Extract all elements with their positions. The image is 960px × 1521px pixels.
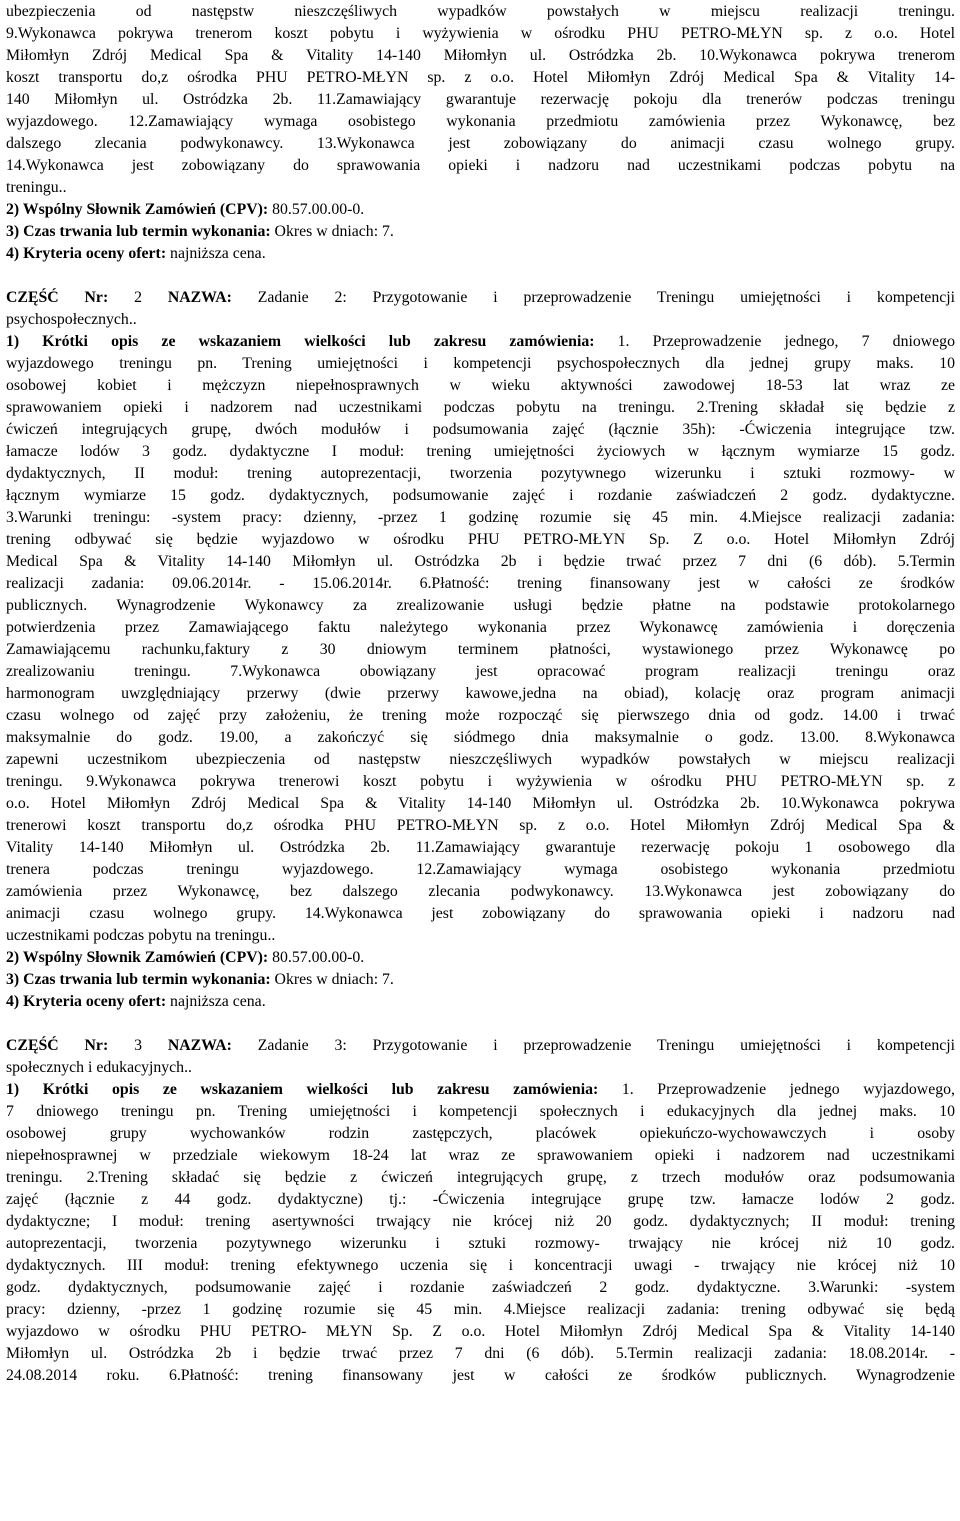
text-line: dalszego zlecania podwykonawcy. 13.Wykonawca jest zobowiązany do animacji czasu wolnego grupy. [6, 135, 955, 152]
text-line: autoprezentacji, tworzenia pozytywnego wizerunku i sztuki rozmowy- trwający nie krócej niż 10 godz. [6, 1235, 955, 1252]
criteria-value: najniższa cena. [166, 993, 266, 1010]
section-spacer [6, 1013, 955, 1035]
text-line: osobowej kobiet i mężczyzn niepełnosprawnych w wieku aktywności zawodowej 18-53 lat wraz ze [6, 377, 955, 394]
part3-desc-first [6, 1079, 955, 1101]
text-line: treningu. 9.Wykonawca pokrywa trenerowi koszt pobytu i wyżywienia w ośrodku PHU PETRO-MŁYN sp. z [6, 773, 955, 790]
text-line: potwierdzenia przez Zamawiającego faktu należytego wykonania przez Wykonawcę zamówienia i doręczenia [6, 619, 955, 636]
text-line: koszt transportu do,z ośrodka PHU PETRO-MŁYN sp. z o.o. Hotel Miłomłyn Zdrój Medical Spa & Vitality 14- [6, 69, 955, 86]
part3-header-cont: społecznych i edukacyjnych.. [6, 1059, 192, 1076]
text-line: animacji czasu wolnego grupy. 14.Wykonawca jest zobowiązany do sprawowania opieki i nadzoru nad [6, 905, 955, 922]
text-line: czasu wolnego od zajęć przy założeniu, że trening może rozpocząć się pierwszego dnia od godz. 14.00 i trwać [6, 707, 955, 724]
text-line: wyjazdowego. 12.Zamawiający wymaga osobistego wykonania przedmiotu zamówienia przez Wykonawcę, bez [6, 113, 955, 130]
text-line: 9.Wykonawca pokrywa trenerom koszt pobytu i wyżywienia w ośrodku PHU PETRO-MŁYN sp. z o.o. Hotel [6, 25, 955, 42]
text-line: 140 Miłomłyn ul. Ostródzka 2b. 11.Zamawiający gwarantuje rezerwację pokoju dla trenerów podczas treningu [6, 91, 955, 108]
text-line: ubezpieczenia od następstw nieszczęśliwych wypadków powstałych w miejscu realizacji treningu. [6, 3, 955, 20]
duration-value: Okres w dniach: 7. [270, 223, 394, 240]
text-line: harmonogram uwzględniający przerwy (dwie przerwy kawowe,jedna na obiad), kolację oraz program animacji [6, 685, 955, 702]
desc-label: 1) Krótki opis ze wskazaniem wielkości lub zakresu zamówienia: [6, 333, 595, 350]
text-line: 3.Warunki treningu: -system pracy: dzienny, -przez 1 godzinę rozumie się 45 min. 4.Miejsce realizacji zadania: [6, 509, 955, 526]
text-line: Zamawiającemu rachunku,faktury z 30 dniowym terminem płatności, wystawionego przez Wykonawcę po [6, 641, 955, 658]
text-line: dydaktycznych, II moduł: trening autoprezentacji, tworzenia pozytywnego wizerunku i sztuki rozmowy- w [6, 465, 955, 482]
part1-duration [6, 221, 955, 243]
desc-label: 1) Krótki opis ze wskazaniem wielkości lub zakresu zamówienia: [6, 1081, 599, 1098]
text-line: wyjazdowego treningu pn. Trening umiejętności i kompetencji psychospołecznych dla jednej grupy maks. 10 [6, 355, 955, 372]
text-line: zapewni uczestnikom ubezpieczenia od następstw nieszczęśliwych wypadków powstałych w miejscu realizacji [6, 751, 955, 768]
text-line: osobowej grupy wychowanków rodzin zastępczych, placówek opiekuńczo-wychowawczych i osoby [6, 1125, 955, 1142]
section-spacer [6, 265, 955, 287]
criteria-value: najniższa cena. [166, 245, 266, 262]
duration-label: 3) Czas trwania lub termin wykonania: [6, 223, 271, 240]
text-line: 24.08.2014 roku. 6.Płatność: trening finansowany jest w całości ze środków publicznych. Wynagrodzenie [6, 1367, 955, 1384]
text-line: pracy: dzienny, -przez 1 godzinę rozumie się 45 min. 4.Miejsce realizacji zadania: trening odbywać się będą [6, 1301, 955, 1318]
text-line: treningu. 2.Trening składać się będzie z ćwiczeń integrujących grupę, z trzech modułów oraz podsumowania [6, 1169, 955, 1186]
cpv-value: 80.57.00.00-0. [268, 949, 365, 966]
text-line: o.o. Hotel Miłomłyn Zdrój Medical Spa & Vitality 14-140 Miłomłyn ul. Ostródzka 2b. 10.Wykonawca pokrywa [6, 795, 955, 812]
text-line: 14.Wykonawca jest zobowiązany do sprawowania opieki i nadzoru nad uczestnikami podczas pobytu na [6, 157, 955, 174]
text-line: łącznym wymiarze 15 godz. dydaktycznych, podsumowanie zajęć i rozdanie zaświadczeń 2 godz. dydaktyczne. [6, 487, 955, 504]
text-line: 7 dniowego treningu pn. Trening umiejętności i kompetencji społecznych i edukacyjnych dla jednej maks. 10 [6, 1103, 955, 1120]
cpv-label: 2) Wspólny Słownik Zamówień (CPV): [6, 201, 269, 218]
text-line: wyjazdowo w ośrodku PHU PETRO- MŁYN Sp. Z o.o. Hotel Miłomłyn Zdrój Medical Spa & Vitality 14-140 [6, 1323, 955, 1340]
part2-criteria [6, 991, 955, 1013]
name-label: NAZWA: [167, 1037, 232, 1054]
part-title: Zadanie 3: Przygotowanie i przeprowadzenie Treningu umiejętności i kompetencji [231, 1037, 955, 1054]
text-line: Miłomłyn ul. Ostródzka 2b i będzie trwać przez 7 dni (6 dób). 5.Termin realizacji zadania: 18.08.2014r. - [6, 1345, 955, 1362]
text-line: dydaktycznych. III moduł: trening efektywnego uczenia się i koncentracji uwagi - trwający nie krócej niż 10 [6, 1257, 955, 1274]
cpv-value: 80.57.00.00-0. [268, 201, 365, 218]
part1-cpv [6, 199, 955, 221]
part2-duration [6, 969, 955, 991]
part-label: CZĘŚĆ Nr: [6, 1037, 109, 1054]
text-line: trening odbywać się będzie wyjazdowo w ośrodku PHU PETRO-MŁYN Sp. Z o.o. Hotel Miłomłyn Zdrój [6, 531, 955, 548]
duration-value: Okres w dniach: 7. [270, 971, 394, 988]
text-line: publicznych. Wynagrodzenie Wykonawcy za zrealizowanie usługi będzie płatne na podstawie protokolarnego [6, 597, 955, 614]
criteria-label: 4) Kryteria oceny ofert: [6, 245, 167, 262]
part1-criteria [6, 243, 955, 265]
part2-header [6, 287, 955, 309]
part3-description [6, 1101, 955, 1387]
criteria-label: 4) Kryteria oceny ofert: [6, 993, 167, 1010]
text-line: dydaktyczne; I moduł: trening asertywności trwający nie krócej niż 20 godz. dydaktycznych; II moduł: trening [6, 1213, 955, 1230]
cpv-label: 2) Wspólny Słownik Zamówień (CPV): [6, 949, 269, 966]
part1-description-continuation [6, 1, 955, 199]
part3-header [6, 1035, 955, 1057]
text-line: trenerowi koszt transportu do,z ośrodka PHU PETRO-MŁYN sp. z o.o. Hotel Miłomłyn Zdrój Medical Spa & [6, 817, 955, 834]
text-line: uczestnikami podczas pobytu na treningu.. [6, 927, 276, 944]
part2-cpv [6, 947, 955, 969]
part-label: CZĘŚĆ Nr: [6, 289, 109, 306]
duration-label: 3) Czas trwania lub termin wykonania: [6, 971, 271, 988]
desc-first-text: 1. Przeprowadzenie jednego wyjazdowego, [598, 1081, 955, 1098]
part-number: 2 [108, 289, 168, 306]
text-line: ćwiczeń integrujących grupę, dwóch modułów i podsumowania zajęć (łącznie 35h): -Ćwiczenia integrujące tzw. [6, 421, 955, 438]
text-line: łamacze lodów 3 godz. dydaktyczne I moduł: trening umiejętności życiowych w łącznym wymiarze 15 godz. [6, 443, 955, 460]
text-line: zrealizowaniu treningu. 7.Wykonawca obowiązany jest opracować program realizacji treningu oraz [6, 663, 955, 680]
part-number: 3 [108, 1037, 168, 1054]
text-line: niepełnosprawnej w przedziale wiekowym 18-24 lat wraz ze sprawowaniem opieki i nadzorem nad uczestnikami [6, 1147, 955, 1164]
text-line: zajęć (łącznie z 44 godz. dydaktyczne) tj.: -Ćwiczenia integrujące grupę tzw. łamacze lodów 2 godz. [6, 1191, 955, 1208]
text-line: sprawowaniem opieki i nadzorem nad uczestnikami podczas pobytu na treningu. 2.Trening składał się będzie z [6, 399, 955, 416]
text-line: Medical Spa & Vitality 14-140 Miłomłyn ul. Ostródzka 2b i będzie trwać przez 7 dni (6 dób). 5.Termin [6, 553, 955, 570]
part2-desc-first [6, 331, 955, 353]
text-line: maksymalnie do godz. 19.00, a zakończyć się siódmego dnia maksymalnie o godz. 13.00. 8.Wykonawca [6, 729, 955, 746]
text-line: Miłomłyn Zdrój Medical Spa & Vitality 14-140 Miłomłyn ul. Ostródzka 2b. 10.Wykonawca pokrywa trenerom [6, 47, 955, 64]
text-line: Vitality 14-140 Miłomłyn ul. Ostródzka 2b. 11.Zamawiający gwarantuje rezerwację pokoju 1 osobowego dla [6, 839, 955, 856]
text-line: trenera podczas treningu wyjazdowego. 12.Zamawiający wymaga osobistego wykonania przedmiotu [6, 861, 955, 878]
text-line: treningu.. [6, 179, 67, 196]
part-title: Zadanie 2: Przygotowanie i przeprowadzenie Treningu umiejętności i kompetencji [231, 289, 955, 306]
text-line: zamówienia przez Wykonawcę, bez dalszego zlecania podwykonawcy. 13.Wykonawca jest zobowiązany do [6, 883, 955, 900]
part2-header-cont: psychospołecznych.. [6, 311, 137, 328]
desc-first-text: 1. Przeprowadzenie jednego, 7 dniowego [594, 333, 955, 350]
name-label: NAZWA: [167, 289, 232, 306]
text-line: godz. dydaktycznych, podsumowanie zajęć i rozdanie zaświadczeń 2 godz. dydaktyczne. 3.Warunki: -system [6, 1279, 955, 1296]
text-line: realizacji zadania: 09.06.2014r. - 15.06.2014r. 6.Płatność: trening finansowany jest w całości ze środków [6, 575, 955, 592]
part2-description [6, 353, 955, 947]
